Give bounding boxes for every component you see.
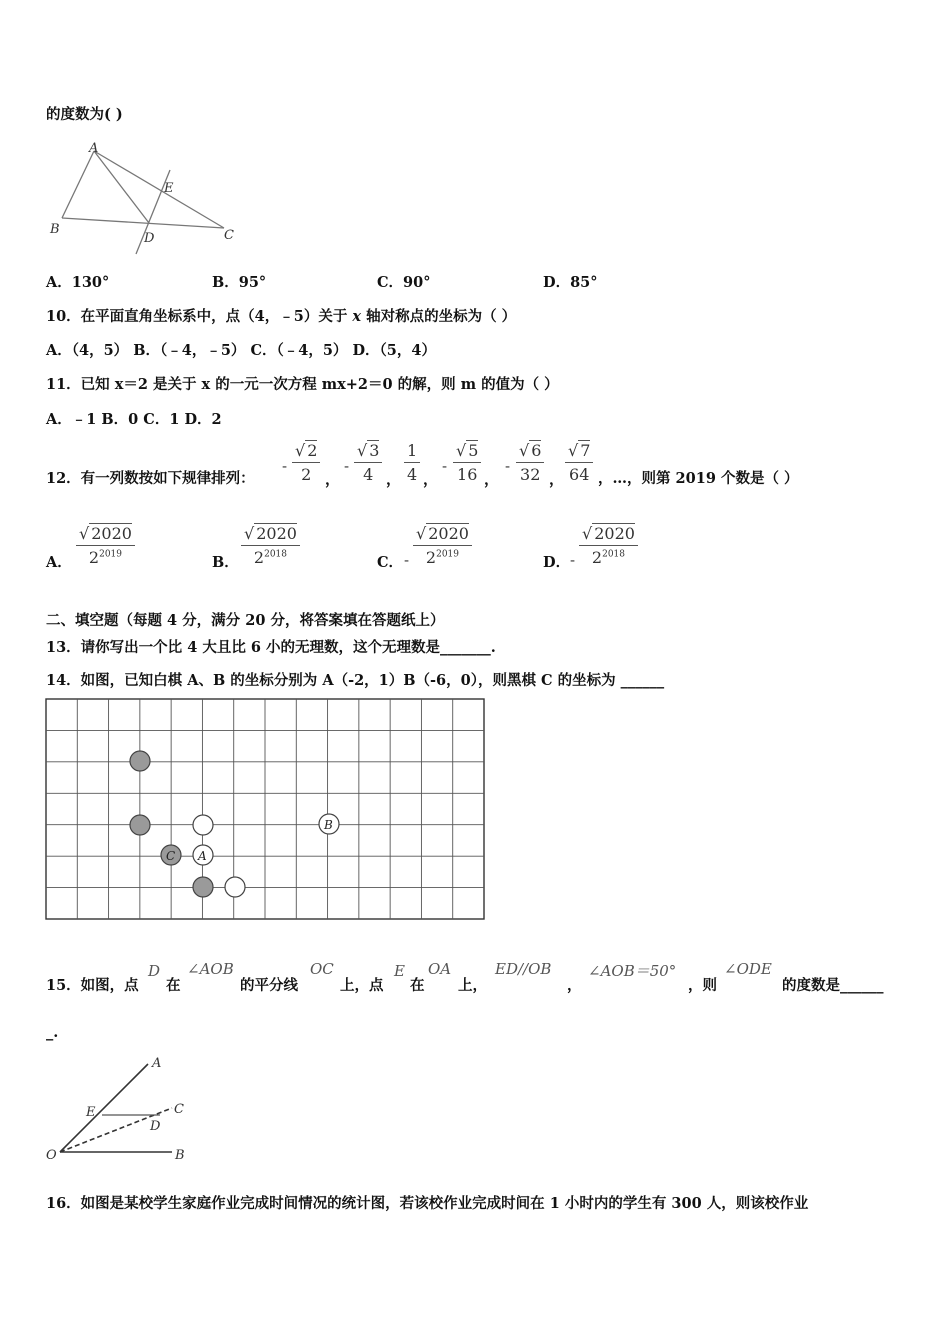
q9-option-d: D．85° — [543, 274, 598, 291]
q12-seq3: $\frac{1}{4}$ — [404, 441, 420, 484]
q11-stem: 11．已知 x＝2 是关于 x 的一元一次方程 mx+2＝0 的解，则 m 的值为（ ） — [46, 376, 559, 393]
q12-option-b-label: B． — [212, 554, 239, 571]
q15-m5: OA — [428, 960, 452, 978]
section2-title: 二、填空题（每题 4 分，满分 20 分，将答案填在答题纸上） — [46, 612, 445, 629]
q15-m7: ∠AOB＝50° — [588, 962, 677, 980]
q15-m8: ∠ODE — [724, 960, 772, 978]
q12-option-d-frac: $\frac{√ 2020}{2^{2018}}$ — [579, 524, 638, 567]
q10-stem: 10．在平面直角坐标系中，点（4，﹣5）关于 x 轴对称点的坐标为（ ） — [46, 308, 517, 325]
white-stone — [225, 877, 245, 897]
label-a: A — [89, 141, 99, 156]
segment-ad — [94, 151, 149, 223]
q12-option-b-frac: $\frac{√ 2020}{2^{2018}}$ — [241, 524, 300, 567]
q13-stem: 13．请你写出一个比 4 大且比 6 小的无理数，这个无理数是_______. — [46, 639, 496, 656]
q15-p2: 在 — [166, 977, 181, 994]
q10-options: A．（4，5） B．（﹣4，﹣5） C．（﹣4，5） D．（5，4） — [46, 342, 436, 359]
q12-stem-post: ，…，则第 2019 个数是（ ） — [598, 470, 799, 487]
q12-option-c-label: C． — [377, 554, 404, 571]
white-stone — [193, 815, 213, 835]
label-c: C — [174, 1102, 184, 1117]
white-stones — [193, 814, 339, 897]
q15-p4: 上，点 — [340, 977, 384, 994]
q12-seq5-sign: - — [505, 457, 511, 475]
q15-p6: 上， — [458, 977, 487, 994]
exam-page: 的度数为( ) A B C D E A．130° B．95° C．90° D．85° 10．在平面直角坐标系中，点（4，﹣5）关于 x 轴对称点的坐标为（ ） A．（4，5） B．（﹣4，﹣5） C．（﹣4，5） D．（5，4） 11．已知 x＝2 是关于 x 的一元一次方程 mx+2＝0 的解，则 m 的值为（ ） A．﹣1 B．0 C．1 D．2 12．有一列数按如下规律排列： - $\frac{√ 2}{2}$ ， - $\frac{√ 3}{4}$ ， $\frac{1}{4}$ ， - $\frac{√ 5}{16}$ ， - $\frac{√ 6}{32}$ ， $\frac{√ 7}{64}$ ，…，则第 2019 个数是（ ） A． $\frac{√ 2020}{2^{2019}}$ B． $\frac{√ 2020}{2^{2018}}$ C． - $\frac{√ 2020}{2^{2019}}$ D． - $\frac{√ 2020}{2^{2018}}$ 二、填空题（每题 4 分，满分 20 分，将答案填在答题纸上） 13．请你写出一个比 4 大且比 6 小的无理数，这个无理数是_______. 14．如图，已知白棋 A、B 的坐标分别为 A（-2，1）B（-6，0），则黑棋 C 的坐标为 ______ C A B 15．如图，点 D 在 ∠AOB 的平分线 OC 上，点 E 在 OA 上， ED//OB ， ∠AOB＝50° ，则 ∠ODE 的度数是______ _. A C E D O B 16．如图是某校学生家庭作业完成时间情况的统计图，若该校作业完成时间在 1 小时内的学生有 300 人，则该校作业 — [0, 0, 950, 1344]
q11-options: A．﹣1 B．0 C．1 D．2 — [46, 411, 222, 428]
q15-m3: OC — [310, 960, 334, 978]
q12-seq4: $\frac{√ 5}{16}$ — [453, 441, 481, 484]
stone-label-a: A — [198, 849, 207, 863]
segment-ac — [94, 151, 224, 228]
stone-label-c: C — [166, 849, 176, 863]
q14-go-board — [44, 697, 488, 923]
q12-stem-pre: 12．有一列数按如下规律排列： — [46, 470, 255, 487]
label-o: O — [46, 1148, 57, 1163]
q15-m1: D — [148, 962, 161, 980]
label-e: E — [164, 181, 174, 196]
q12-option-d-sign: - — [570, 551, 576, 569]
q12-option-c-frac: $\frac{√ 2020}{2^{2019}}$ — [413, 524, 472, 567]
q9-tail: 的度数为( ) — [46, 106, 123, 123]
q9-option-a: A．130° — [46, 274, 110, 291]
stone-label-b: B — [324, 818, 333, 832]
black-stone — [130, 751, 150, 771]
q12-option-c-sign: - — [404, 551, 410, 569]
q15-p1: 15．如图，点 — [46, 977, 139, 994]
q15-p8: ，则 — [688, 977, 717, 994]
q14-stem: 14．如图，已知白棋 A、B 的坐标分别为 A（-2，1）B（-6，0），则黑棋 C 的坐标为 ______ — [46, 672, 665, 689]
q15-p3: 的平分线 — [240, 977, 298, 994]
q12-seq5: $\frac{√ 6}{32}$ — [516, 441, 544, 484]
q9-triangle-figure — [46, 140, 246, 260]
black-stone — [130, 815, 150, 835]
q12-seq6: $\frac{√ 7}{64}$ — [565, 441, 593, 484]
q12-seq1: $\frac{√ 2}{2}$ — [292, 441, 320, 484]
label-b: B — [175, 1148, 185, 1163]
q15-p7: ， — [567, 977, 582, 994]
label-a: A — [152, 1056, 162, 1071]
q12-option-a-frac: $\frac{√ 2020}{2^{2019}}$ — [76, 524, 135, 567]
label-d: D — [150, 1119, 161, 1134]
q12-option-a-label: A． — [46, 554, 72, 571]
q15-m4: E — [394, 962, 405, 980]
label-d: D — [144, 231, 155, 246]
black-stone — [193, 877, 213, 897]
label-c: C — [224, 228, 234, 243]
q12-seq4-sign: - — [442, 457, 448, 475]
q15-m6: ED//OB — [495, 960, 552, 978]
label-e: E — [86, 1105, 96, 1120]
q12-option-d-label: D． — [543, 554, 571, 571]
q15-m2: ∠AOB — [187, 960, 234, 978]
segment-ab — [62, 151, 94, 218]
ray-oa — [60, 1064, 148, 1152]
q15-line2: _. — [46, 1024, 59, 1041]
q12-seq2-sign: - — [344, 457, 350, 475]
q10-var-x: x — [352, 308, 362, 325]
label-b: B — [50, 222, 60, 237]
q15-p5: 在 — [410, 977, 425, 994]
q15-p9: 的度数是______ — [782, 977, 884, 994]
q12-seq2: $\frac{√ 3}{4}$ — [354, 441, 382, 484]
q9-option-c: C．90° — [377, 274, 431, 291]
q9-option-b: B．95° — [212, 274, 267, 291]
q12-seq1-sign: - — [282, 457, 288, 475]
q15-angle-figure — [44, 1052, 204, 1166]
q16-stem: 16．如图是某校学生家庭作业完成时间情况的统计图，若该校作业完成时间在 1 小时内的学生有 300 人，则该校作业 — [46, 1195, 809, 1212]
segment-bc — [62, 218, 224, 228]
